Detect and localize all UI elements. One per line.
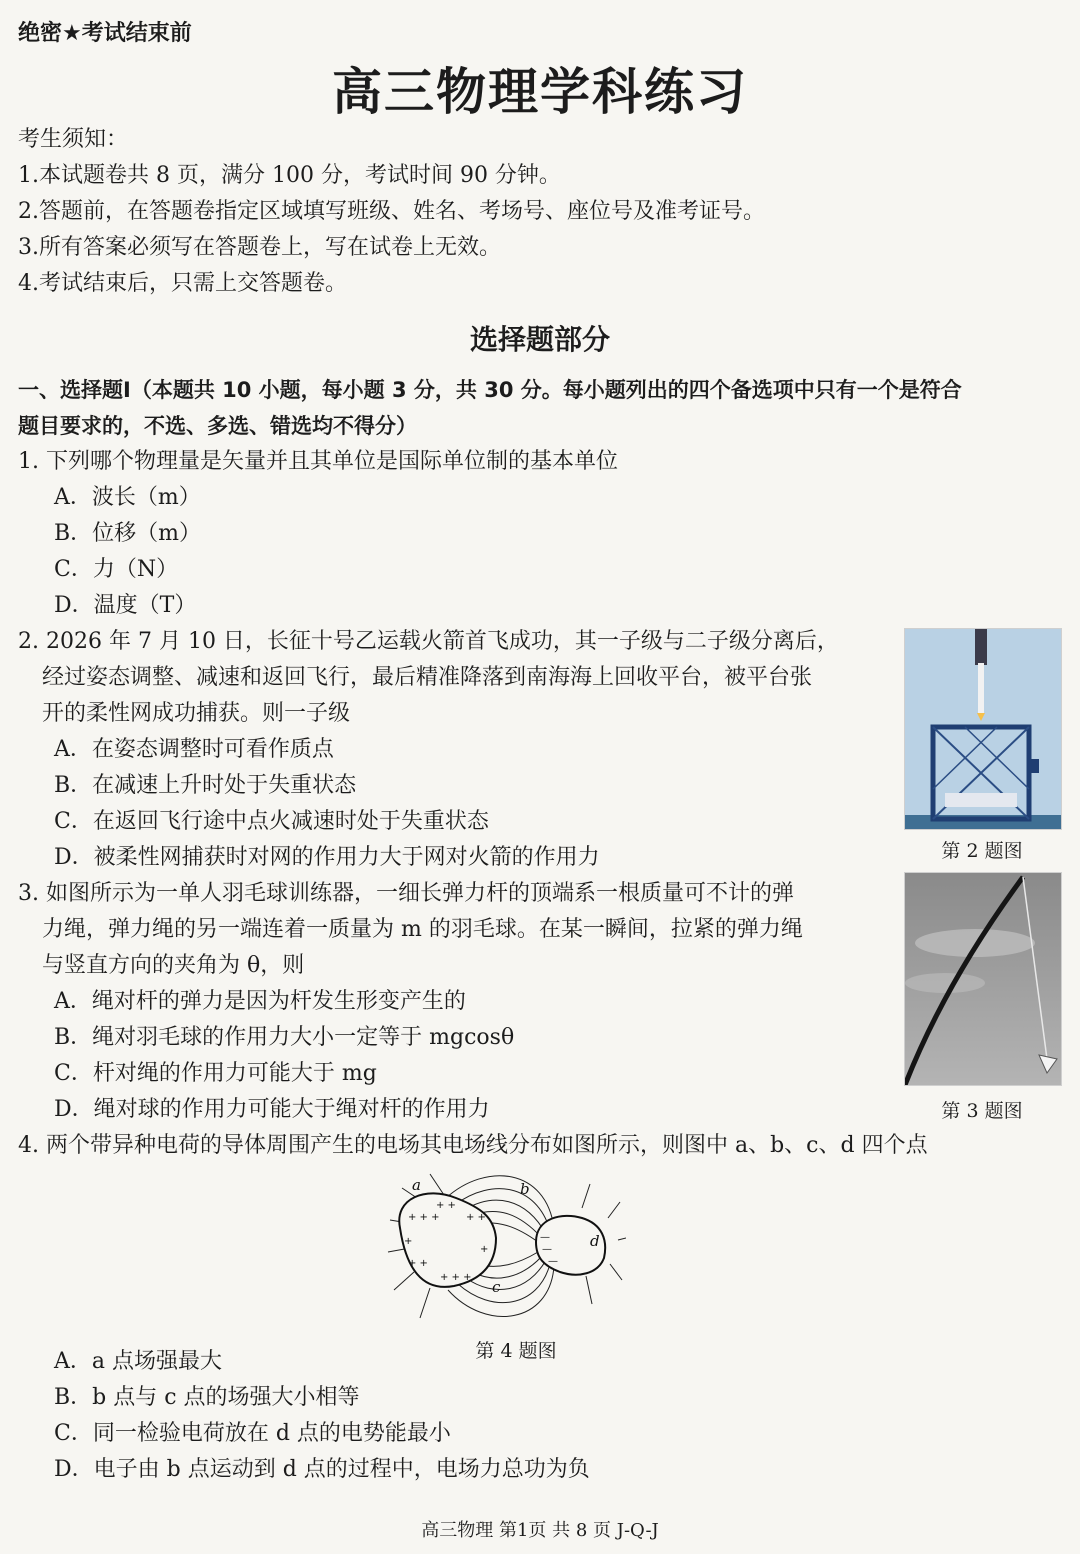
question-3-stem-line-2: 力绳，弹力绳的另一端连着一质量为 m 的羽毛球。在某一瞬间，拉紧的弹力绳 [42,917,803,942]
question-4-option-a: A．a 点场强最大 [54,1349,222,1374]
question-2-stem-line-1: 2. 2026 年 7 月 10 日，长征十号乙运载火箭首飞成功，其一子级与二子级分离后， [18,629,839,654]
question-3-option-b: B．绳对羽毛球的作用力大小一定等于 mgcosθ [54,1025,515,1050]
question-2-option-c: C．在返回飞行途中点火减速时处于失重状态 [54,809,489,834]
point-label-b: b [520,1180,530,1198]
question-3-stem-line-1: 3. 如图所示为一单人羽毛球训练器，一细长弹力杆的顶端系一根质量可不计的弹 [18,881,794,906]
point-label-d: d [590,1232,600,1250]
electric-field-diagram [386,1168,626,1332]
svg-text:+ + +: + + + [408,1212,440,1223]
part-instruction-line-1: 一、选择题I（本题共 10 小题，每小题 3 分，共 30 分。每小题列出的四个备选项中只有一个是符合 [18,378,962,402]
question-2-photo [904,628,1062,830]
question-2-option-b: B．在减速上升时处于失重状态 [54,773,357,798]
svg-text:—: — [540,1232,550,1243]
rocket-net-image [905,629,1061,829]
svg-text:+: + [404,1236,413,1247]
question-3-figure-caption: 第 3 题图 [941,1100,1023,1122]
question-3-option-d: D．绳对球的作用力可能大于绳对杆的作用力 [54,1097,490,1122]
question-4-option-d: D．电子由 b 点运动到 d 点的过程中，电场力总功为负 [54,1457,590,1482]
svg-text:+ + +: + + + [440,1272,472,1283]
question-2-stem-line-3: 开的柔性网成功捕获。则一子级 [42,701,351,726]
svg-text:+ +: + + [466,1212,486,1223]
svg-text:+: + [480,1244,489,1255]
notice-item-1: 1.本试题卷共 8 页，满分 100 分，考试时间 90 分钟。 [18,163,561,188]
question-1-option-a: A．波长（m） [54,485,201,510]
svg-text:+ +: + + [408,1258,428,1269]
page-title: 高三物理学科练习 [332,63,748,121]
question-4-figure-caption: 第 4 题图 [475,1340,557,1362]
question-4-figure [386,1168,626,1332]
question-1-option-d: D．温度（T） [54,593,197,618]
notice-heading: 考生须知： [18,127,129,152]
point-label-a: a [412,1176,421,1194]
question-1-option-b: B．位移（m） [54,521,202,546]
badminton-trainer-image [905,873,1061,1085]
notice-item-4: 4.考试结束后，只需上交答题卷。 [18,271,347,296]
point-label-c: c [492,1278,501,1296]
question-3-photo [904,872,1062,1086]
notice-item-3: 3.所有答案必须写在答题卷上，写在试卷上无效。 [18,235,501,260]
notice-item-2: 2.答题前，在答题卷指定区域填写班级、姓名、考场号、座位号及准考证号。 [18,199,765,224]
question-3-stem-line-3: 与竖直方向的夹角为 θ，则 [42,953,305,978]
question-2-option-a: A．在姿态调整时可看作质点 [54,737,334,762]
part-instruction-line-2: 题目要求的，不选、多选、错选均不得分） [18,414,417,438]
question-2-figure-caption: 第 2 题图 [941,840,1023,862]
question-2-option-d: D．被柔性网捕获时对网的作用力大于网对火箭的作用力 [54,845,600,870]
svg-text:—: — [548,1256,558,1267]
question-4-stem: 4. 两个带异种电荷的导体周围产生的电场其电场线分布如图所示，则图中 a、b、c、d 四个点 [18,1133,928,1158]
secret-label: 绝密★考试结束前 [18,21,192,46]
question-4-option-c: C．同一检验电荷放在 d 点的电势能最小 [54,1421,451,1446]
section-title: 选择题部分 [469,323,610,356]
question-2-stem-line-2: 经过姿态调整、减速和返回飞行，最后精准降落到南海海上回收平台，被平台张 [42,665,813,690]
page-footer: 高三物理 第1页 共 8 页 J-Q-J [421,1520,659,1541]
question-4-option-b: B．b 点与 c 点的场强大小相等 [54,1385,360,1410]
question-1-stem: 1. 下列哪个物理量是矢量并且其单位是国际单位制的基本单位 [18,449,618,474]
question-3-option-a: A．绳对杆的弹力是因为杆发生形变产生的 [54,989,466,1014]
svg-text:—: — [542,1244,552,1255]
svg-text:+ +: + + [436,1200,456,1211]
question-1-option-c: C．力（N） [54,557,179,582]
question-3-option-c: C．杆对绳的作用力可能大于 mg [54,1061,377,1086]
